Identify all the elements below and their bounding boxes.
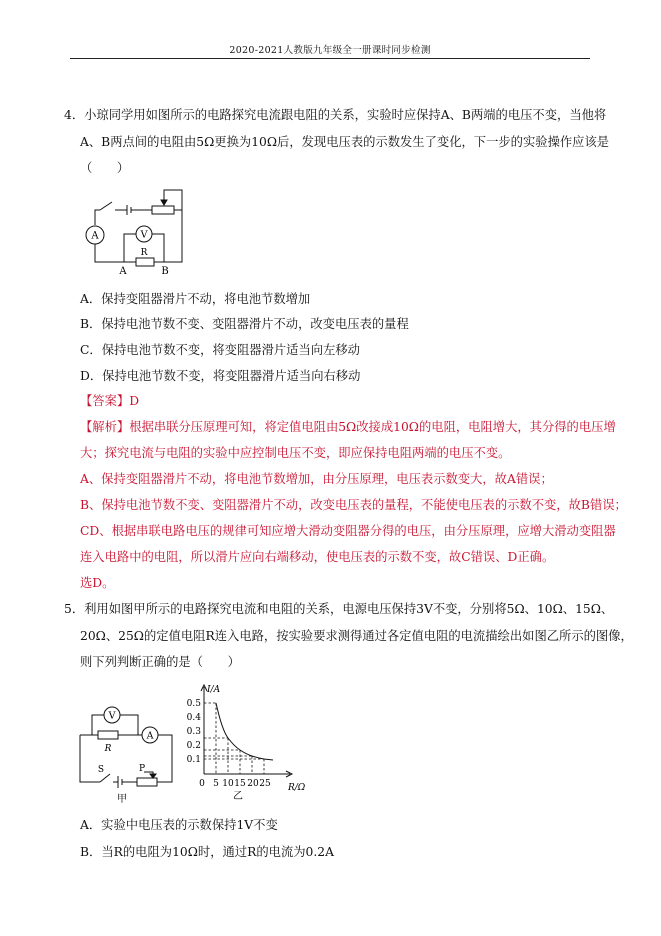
header-divider bbox=[70, 58, 590, 59]
q5-graph-ytick-0.3: 0.3 bbox=[186, 727, 201, 737]
q4-analysis-line5: CD、根据串联电路电压的规律可知应增大滑动变阻器分得的电压，由分压原理，应增大滑动变阻器 bbox=[80, 524, 616, 538]
q5-graph-xtick-5: 5 bbox=[213, 779, 219, 789]
q4-option-b: B．保持电池节数不变、变阻器滑片不动，改变电压表的量程 bbox=[80, 317, 409, 331]
q5-slider-label: P bbox=[138, 764, 146, 774]
q4-stem-line2: A、B两点间的电阻由5Ω更换为10Ω后，发现电压表的示数发生了变化，下一步的实验操作应该是 bbox=[80, 135, 610, 149]
q4-analysis-line4: B、保持电池节数不变、变阻器滑片不动，改变电压表的量程，不能使电压表的示数不变，故B错误； bbox=[80, 498, 627, 512]
q4-stem-line1: 4．小琼同学用如图所示的电路探究电流跟电阻的关系，实验时应保持A、B两端的电压不变，当他将 bbox=[64, 108, 607, 122]
q4-analysis-line6: 连入电路中的电阻，所以滑片应向右端移动，使电压表的示数不变，故C错误、D正确。 bbox=[80, 550, 555, 564]
q4-point-a-label: A bbox=[119, 266, 127, 277]
q4-analysis-line1: 【解析】根据串联分压原理可知，将定值电阻由5Ω改接成10Ω的电阻，电阻增大，其分得的电压增 bbox=[80, 420, 616, 434]
q4-voltmeter-label: V bbox=[140, 229, 148, 241]
q5-graph-ytick-0.1: 0.1 bbox=[186, 755, 201, 765]
q5-graph-ytick-0.5: 0.5 bbox=[186, 699, 201, 709]
q4-answer: 【答案】D bbox=[80, 394, 140, 408]
q5-stem-line2: 20Ω、25Ω的定值电阻R连入电路，按实验要求测得通过各定值电阻的电流描绘出如图乙所示的图像， bbox=[80, 629, 633, 643]
page-header: 2020-2021人教版九年级全一册课时同步检测 bbox=[229, 45, 431, 56]
q4-point-b-label: B bbox=[161, 266, 169, 277]
q5-ammeter-label: A bbox=[146, 730, 154, 742]
q5-option-b: B．当R的电阻为10Ω时，通过R的电流为0.2A bbox=[80, 845, 334, 859]
q5-graph-xlabel: R/Ω bbox=[288, 783, 306, 793]
q5-graph-ytick-0.4: 0.4 bbox=[186, 713, 201, 723]
q4-option-c: C．保持电池节数不变，将变阻器滑片适当向左移动 bbox=[80, 343, 360, 357]
q5-resistor-label: R bbox=[104, 744, 112, 754]
q5-graph-xtick-10: 10 bbox=[222, 779, 234, 789]
q4-resistor-label: R bbox=[140, 248, 148, 258]
q5-graph-yi bbox=[186, 678, 330, 803]
q4-bracket: （ ） bbox=[80, 161, 130, 175]
q5-stem-line1: 5．利用如图甲所示的电路探究电流和电阻的关系，电源电压保持3V不变，分别将5Ω、10Ω、15Ω、 bbox=[64, 602, 614, 616]
q4-analysis-line7: 选D。 bbox=[80, 576, 115, 590]
q5-switch-label: S bbox=[97, 765, 105, 775]
q4-circuit-diagram bbox=[80, 180, 200, 280]
q5-circuit-caption: 甲 bbox=[117, 794, 127, 805]
q5-graph-xtick-20: 20 bbox=[247, 779, 259, 789]
q5-graph-ylabel: I/A bbox=[207, 685, 221, 695]
q5-graph-xtick-25: 25 bbox=[259, 779, 271, 789]
q5-voltmeter-label: V bbox=[108, 710, 116, 722]
q5-graph-xtick-0: 0 bbox=[199, 779, 205, 789]
q5-circuit-diagram-jia bbox=[80, 700, 180, 810]
q5-graph-xtick-15: 15 bbox=[234, 779, 246, 789]
q4-option-d: D．保持电池节数不变，将变阻器滑片适当向右移动 bbox=[80, 369, 361, 383]
q5-graph-caption: 乙 bbox=[233, 791, 243, 802]
q5-option-a: A．实验中电压表的示数保持1V不变 bbox=[80, 818, 278, 832]
q5-graph-ytick-0.2: 0.2 bbox=[186, 741, 201, 751]
q4-ammeter-label: A bbox=[91, 230, 99, 242]
q4-analysis-line3: A、保持变阻器滑片不动，将电池节数增加，由分压原理，电压表示数变大，故A错误； bbox=[80, 472, 553, 486]
q5-stem-line3: 则下列判断正确的是（ ） bbox=[80, 655, 240, 669]
q4-option-a: A．保持变阻器滑片不动，将电池节数增加 bbox=[80, 292, 311, 306]
q4-analysis-line2: 大；探究电流与电阻的实验中应控制电压不变，即应保持电阻两端的电压不变。 bbox=[80, 446, 511, 460]
